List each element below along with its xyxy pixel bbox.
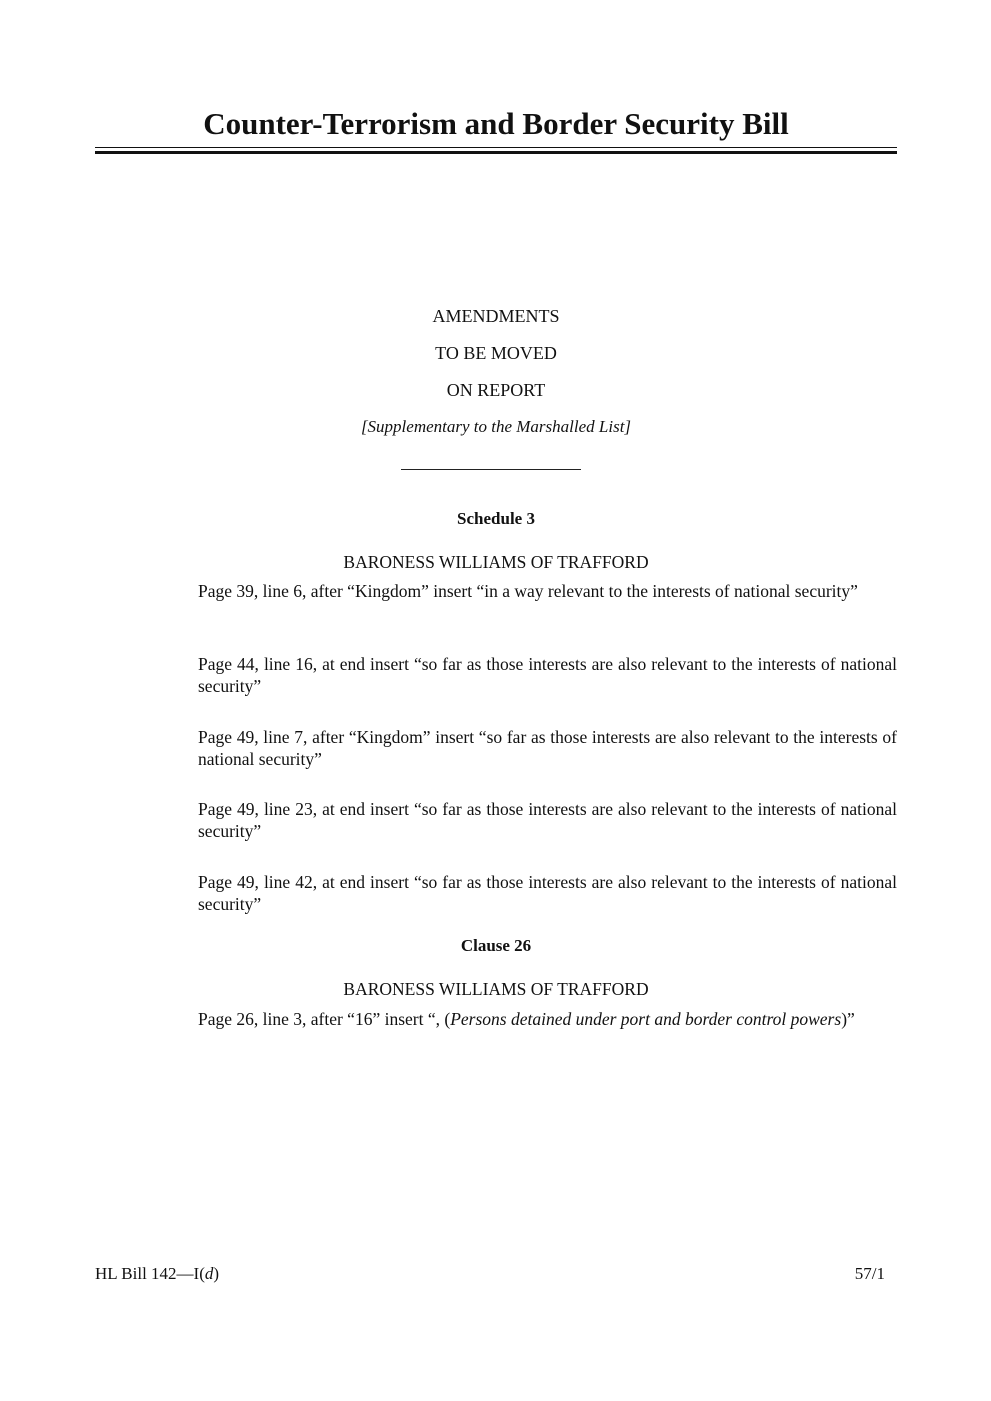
title-rule-thin [95,147,897,148]
on-report-heading: ON REPORT [446,380,546,400]
section-heading-schedule-3: Schedule 3 [457,509,535,528]
supplementary-note: [Supplementary to the Marshalled List] [360,417,632,436]
amendment-item: Page 39, line 6, after “Kingdom” insert “in a way relevant to the interests of national security” [198,581,858,601]
section-heading-clause-26: Clause 26 [460,936,532,955]
mover-name: BARONESS WILLIAMS OF TRAFFORD [343,979,649,999]
bill-reference [95,1264,219,1284]
amendment-text-end: )” [841,1009,855,1029]
title-rule-thick [95,151,897,154]
amendment-item: Page 49, line 42, at end insert “so far as those interests are also relevant to the interests of national security” [198,872,897,914]
mover-name: BARONESS WILLIAMS OF TRAFFORD [343,552,649,572]
amendment-item: Page 49, line 23, at end insert “so far as those interests are also relevant to the interests of national security” [198,799,897,841]
document-title: Counter-Terrorism and Border Security Bill [203,106,789,141]
page-reference: 57/1 [854,1264,885,1283]
amendment-item: Page 44, line 16, at end insert “so far as those interests are also relevant to the interests of national security” [198,654,897,696]
to-be-moved-heading: TO BE MOVED [435,343,557,363]
amendments-heading: AMENDMENTS [432,306,560,326]
bill-ref-suffix: ) [213,1264,220,1283]
amendment-item [198,1008,897,1030]
amendment-italic-text: Persons detained under port and border control powers [450,1009,842,1029]
bill-ref-prefix: HL Bill 142—I( [95,1264,205,1283]
section-divider [401,469,581,470]
bill-ref-italic: d [204,1264,214,1283]
amendment-item: Page 49, line 7, after “Kingdom” insert “so far as those interests are also relevant to the interests of national security” [198,727,897,769]
amendment-text: Page 26, line 3, after “16” insert “, ( [198,1009,451,1029]
